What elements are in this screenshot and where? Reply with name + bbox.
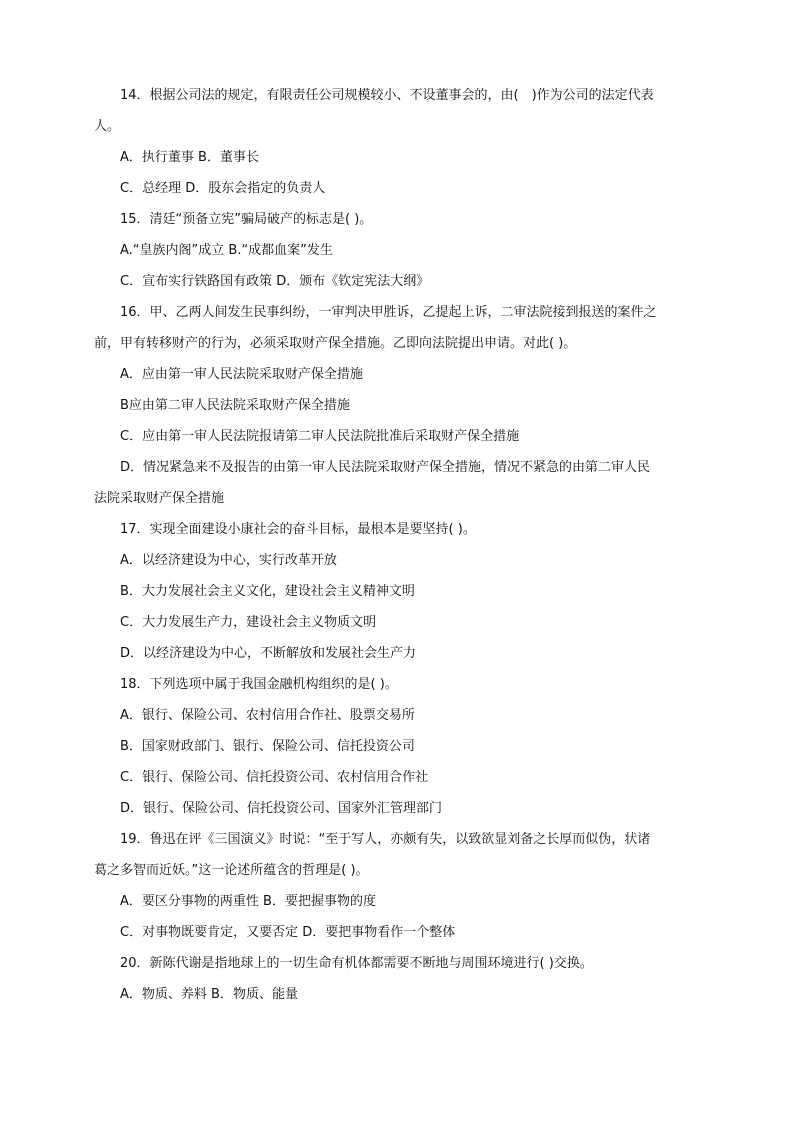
text-line: B．大力发展社会主义文化，建设社会主义精神文明 xyxy=(120,584,415,599)
text-line: C．宣布实行铁路国有政策 D．颁布《钦定宪法大纲》 xyxy=(120,274,430,289)
text-line: A．要区分事物的两重性 B．要把握事物的度 xyxy=(120,894,376,909)
text-line: 法院采取财产保全措施 xyxy=(94,491,225,506)
text-line: D．银行、保险公司、信托投资公司、国家外汇管理部门 xyxy=(120,801,443,816)
text-line: 16．甲、乙两人间发生民事纠纷，一审判决甲胜诉，乙提起上诉，二审法院接到报送的案件之 xyxy=(120,305,657,320)
text-line: 14．根据公司法的规定，有限责任公司规模较小、不设董事会的，由( )作为公司的法定代表 xyxy=(120,88,654,103)
text-line: 15．清廷“预备立宪”骗局破产的标志是( )。 xyxy=(120,212,373,227)
text-line: A．银行、保险公司、农村信用合作社、股票交易所 xyxy=(120,708,415,723)
text-line: 前，甲有转移财产的行为，必须采取财产保全措施。乙即向法院提出申请。对此( )。 xyxy=(94,336,577,351)
text-line: C．银行、保险公司、信托投资公司、农村信用合作社 xyxy=(120,770,429,785)
text-line: 葛之多智而近妖。”这一论述所蕴含的哲理是( )。 xyxy=(94,863,369,878)
text-line: A．以经济建设为中心，实行改革开放 xyxy=(120,553,337,568)
text-line: 18．下列选项中属于我国金融机构组织的是( )。 xyxy=(120,677,398,692)
text-line: B应由第二审人民法院采取财产保全措施 xyxy=(120,398,350,413)
question-text-block xyxy=(94,80,710,1010)
text-line: D．情况紧急来不及报告的由第一审人民法院采取财产保全措施，情况不紧急的由第二审人民 xyxy=(120,460,651,475)
text-line: B．国家财政部门、银行、保险公司、信托投资公司 xyxy=(120,739,415,754)
text-line: C．对事物既要肯定，又要否定 D．要把事物看作一个整体 xyxy=(120,925,456,940)
text-line: 19．鲁迅在评《三国演义》时说：“至于写人，亦颇有失，以致欲显刘备之长厚而似伪，状诸 xyxy=(120,832,651,847)
text-line: C．大力发展生产力，建设社会主义物质文明 xyxy=(120,615,377,630)
text-line: D．以经济建设为中心，不断解放和发展社会生产力 xyxy=(120,646,417,661)
text-line: 20．新陈代谢是指地球上的一切生命有机体都需要不断地与周围环境进行( )交换。 xyxy=(120,956,593,971)
text-line: A.“皇族内阁”成立 B.“成都血案”发生 xyxy=(120,243,333,258)
text-line: 17．实现全面建设小康社会的奋斗目标，最根本是要坚持( )。 xyxy=(120,522,476,537)
text-line: C．总经理 D．股东会指定的负责人 xyxy=(120,181,326,196)
text-line: A．应由第一审人民法院采取财产保全措施 xyxy=(120,367,363,382)
text-line: C．应由第一审人民法院报请第二审人民法院批准后采取财产保全措施 xyxy=(120,429,520,444)
text-line: A．执行董事 B．董事长 xyxy=(120,150,259,165)
text-line: 人。 xyxy=(94,119,121,134)
text-line: A．物质、养料 B．物质、能量 xyxy=(120,987,298,1002)
